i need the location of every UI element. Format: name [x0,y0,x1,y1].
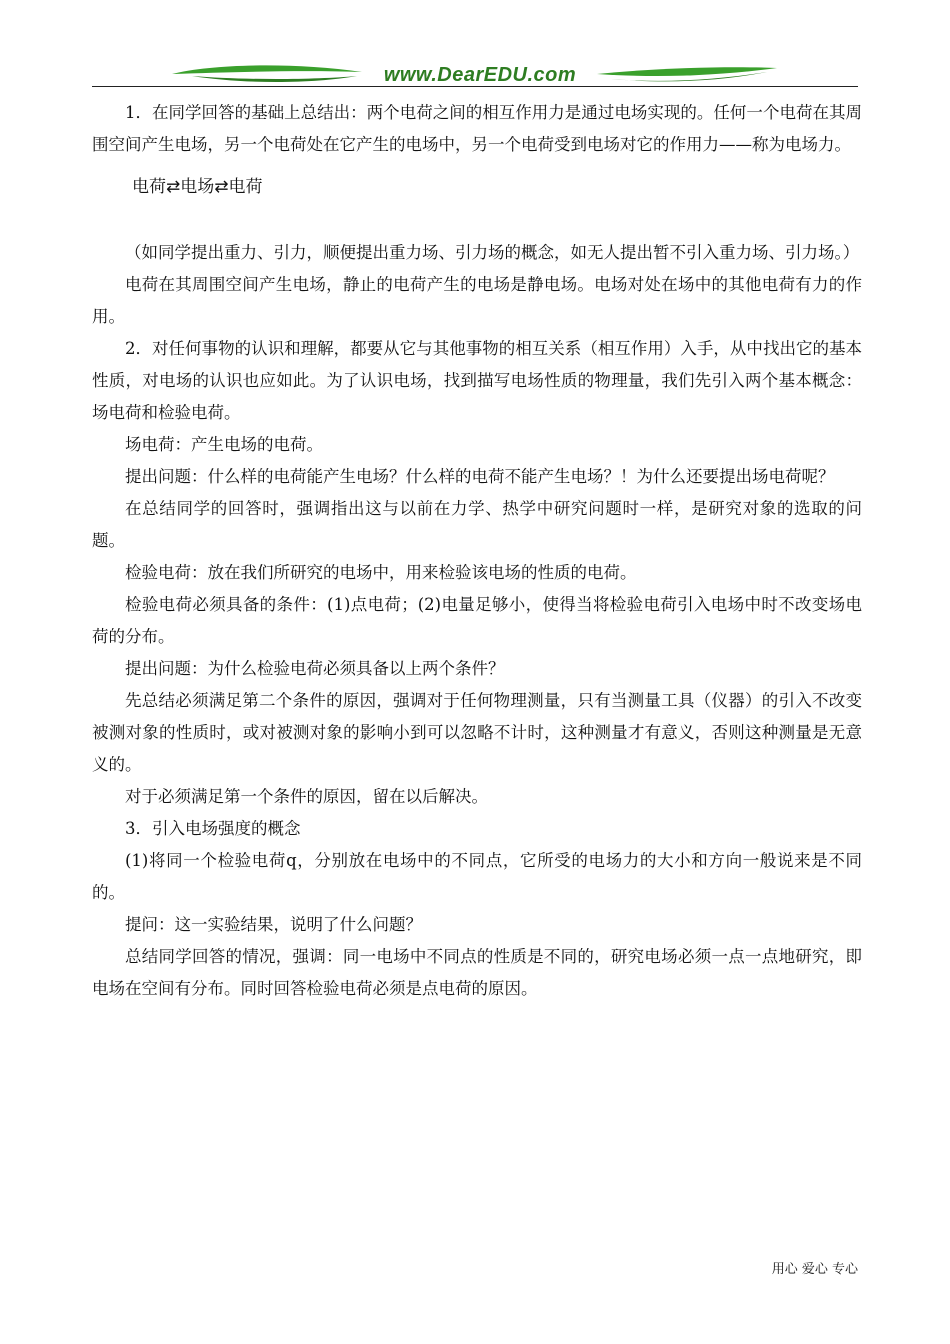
page-footer: 用心 爱心 专心 [771,1262,858,1277]
paragraph: 检验电荷：放在我们所研究的电场中，用来检验该电场的性质的电荷。 [125,563,637,582]
paragraph: （如同学提出重力、引力，顺便提出重力场、引力场的概念，如无人提出暂不引入重力场、引力场。） [125,243,860,262]
paragraph: 电荷在其周围空间产生电场，静止的电荷产生的电场是静电场。电场对处在场中的其他电荷有力的作用。 [92,275,862,326]
spacer [92,207,862,237]
paragraph: 场电荷：产生电场的电荷。 [125,435,323,454]
paragraph: (1)将同一个检验电荷q，分别放在电场中的不同点，它所受的电场力的大小和方向一般说来是不同的。 [92,851,862,902]
left-swoosh-logo [172,62,362,86]
charge-field-formula: 电荷⇄电场⇄电荷 [132,177,263,197]
paragraph: 1．在同学回答的基础上总结出：两个电荷之间的相互作用力是通过电场实现的。任何一个电荷在其周围空间产生电场，另一个电荷处在它产生的电场中，另一个电荷受到电场对它的作用力——称为电场力。 [92,103,862,154]
header-rule [92,86,858,87]
paragraph: 3．引入电场强度的概念 [125,819,301,838]
paragraph: 提出问题：什么样的电荷能产生电场？什么样的电荷不能产生电场？！为什么还要提出场电荷呢？ [125,467,835,486]
paragraph: 检验电荷必须具备的条件：(1)点电荷；(2)电量足够小，使得当将检验电荷引入电场中时不改变场电荷的分布。 [92,595,862,646]
paragraph: 2．对任何事物的认识和理解，都要从它与其他事物的相互关系（相互作用）入手，从中找出它的基本性质，对电场的认识也应如此。为了认识电场，找到描写电场性质的物理量，我们先引入两个基本概念：场电荷和检验电荷。 [92,339,862,422]
paragraph: 先总结必须满足第二个条件的原因，强调对于任何物理测量，只有当测量工具（仪器）的引入不改变被测对象的性质时，或对被测对象的影响小到可以忽略不计时，这种测量才有意义，否则这种测量是无意义的。 [92,691,862,774]
paragraph: 在总结同学的回答时，强调指出这与以前在力学、热学中研究问题时一样，是研究对象的选取的问题。 [92,499,862,550]
paragraph: 对于必须满足第一个条件的原因，留在以后解决。 [125,787,488,806]
paragraph: 总结同学回答的情况，强调：同一电场中不同点的性质是不同的，研究电场必须一点一点地研究，即电场在空间有分布。同时回答检验电荷必须是点电荷的原因。 [92,947,862,998]
paragraph: 提出问题：为什么检验电荷必须具备以上两个条件？ [125,659,505,678]
right-swoosh-logo [597,62,777,86]
paragraph: 提问：这一实验结果，说明了什么问题？ [125,915,422,934]
page-header [92,60,858,90]
document-body [92,97,862,1005]
header-url: www.DearEDU.com [383,64,577,86]
